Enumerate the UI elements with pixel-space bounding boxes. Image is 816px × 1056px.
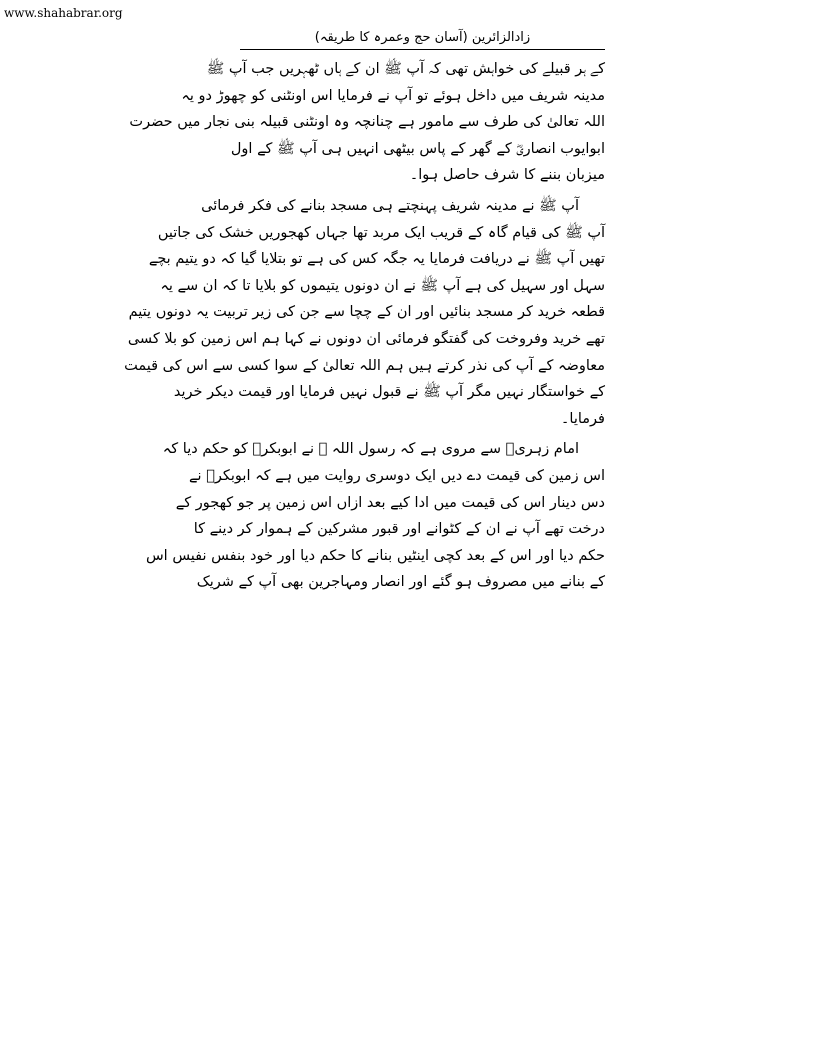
paragraph-1 [129, 56, 605, 189]
text-line: تھے خرید وفروخت کی گفتگو فرمائی ان دونوں نے کہا ہم اس زمین کو بلا کسی [127, 330, 605, 347]
text-line: سہل اور سہیل کی ہے آپ ﷺ نے ان دونوں یتیموں کو بلایا تا کہ ان سے یہ [160, 277, 605, 294]
page-header-title: زادالزائرین (آسان حج وعمرہ کا طریقہ) [314, 30, 531, 45]
text-line: دس دینار اس کی قیمت میں ادا کیے بعد ازاں اس زمین پر جو کھجور کے [175, 494, 605, 511]
site-url: www.shahabrar.org [4, 6, 123, 20]
text-line: آپ ﷺ کی قیام گاہ کے قریب ایک مربد تھا جہاں کھجوریں خشک کی جاتیں [157, 224, 605, 241]
header-divider [240, 49, 605, 50]
text-line: کے خواستگار نہیں مگر آپ ﷺ نے قبول نہیں فرمایا اور قیمت دیکر خرید [173, 384, 605, 401]
text-line: اس زمین کی قیمت دے دیں ایک دوسری روایت میں ہے کہ ابوبکرؓ نے [189, 467, 605, 484]
text-line: درخت تھے آپ نے ان کے کٹوانے اور قبور مشرکین کے ہموار کر دینے کا [193, 521, 605, 538]
text-line: آپ ﷺ نے مدینہ شریف پہنچتے ہی مسجد بنانے کی فکر فرمائی [201, 197, 579, 214]
text-line: حکم دیا اور اس کے بعد کچی اینٹیں بنانے کا حکم دیا اور خود بنفس نفیس اس [145, 547, 605, 564]
text-line: ابوایوب انصاریؓ کے گھر کے پاس بیٹھی انہیں ہی آپ ﷺ کے اول [230, 140, 605, 157]
body-text [124, 56, 605, 600]
paragraph-3 [145, 436, 605, 596]
text-line: معاوضہ کے آپ کی نذر کرتے ہیں ہم اللہ تعالیٰ کے سوا کسی سے اس کی قیمت [124, 357, 605, 374]
text-line: قطعہ خرید کر مسجد بنائیں اور ان کے چچا سے جن کی زیر تربیت یہ دونوں یتیم [128, 304, 605, 321]
text-line: امام زہریؒ سے مروی ہے کہ رسول اللہ ﷺ نے ابوبکرؓ کو حکم دیا کہ [162, 441, 579, 458]
text-line: کے بنانے میں مصروف ہو گئے اور انصار ومہاجرین بھی آپ کے شریک [196, 574, 605, 591]
text-line: میزبان بننے کا شرف حاصل ہوا۔ [409, 167, 605, 184]
text-line: فرمایا۔ [560, 410, 605, 427]
text-line: مدینہ شریف میں داخل ہوئے تو آپ نے فرمایا اس اونٹنی کو چھوڑ دو یہ [181, 87, 605, 104]
paragraph-2 [124, 193, 605, 432]
text-line: اللہ تعالیٰ کی طرف سے مامور ہے چنانچہ وہ اونٹنی قبیلہ بنی نجار میں حضرت [129, 114, 605, 131]
text-line: تھیں آپ ﷺ نے دریافت فرمایا یہ جگہ کس کی ہے تو بتلایا گیا کہ دو یتیم بچے [148, 251, 605, 268]
text-line: کے ہر قبیلے کی خواہش تھی کہ آپ ﷺ ان کے ہاں ٹھہریں جب آپ ﷺ [206, 61, 605, 77]
